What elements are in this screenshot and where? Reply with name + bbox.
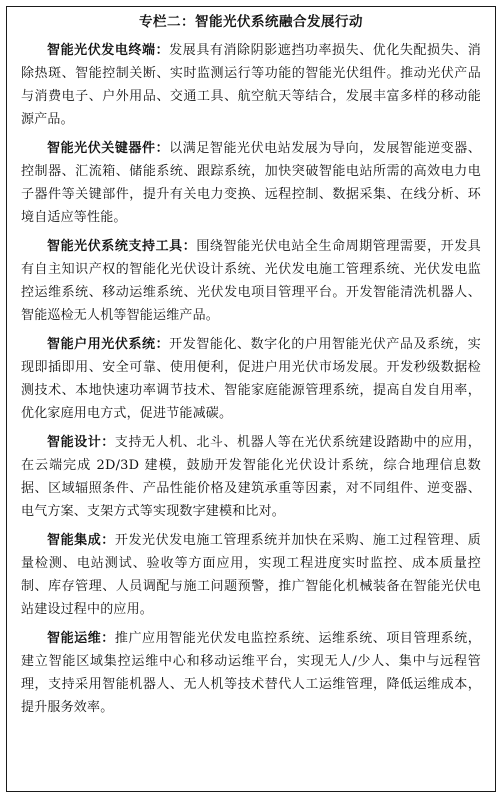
section-operations	[21, 627, 481, 719]
section-body: 以满足智能光伏电站发展为导向，发展智能逆变器、控制器、汇流箱、储能系统、跟踪系统，加快突破智能电站所需的高效电力电子器件等关键部件，提升有关电力变换、远程控制、数据采集、在线分析、环境自适应等性能。	[21, 141, 481, 225]
section-body: 推广应用智能光伏发电监控系统、运维系统、项目管理系统，建立智能区域集控运维中心和移动运维平台，实现无人/少人、集中与远程管理，支持采用智能机器人、无人机等技术替代人工运维管理，降低运维成本，提升服务效率。	[21, 631, 481, 715]
column-box	[6, 6, 496, 792]
section-support-tools	[21, 235, 481, 327]
section-body: 支持无人机、北斗、机器人等在光伏系统建设踏勘中的应用，在云端完成 2D/3D 建模，鼓励开发智能化光伏设计系统，综合地理信息数据、区域辐照条件、产品性能价格及建筑承重等因素，对不同组件、逆变器、电气方案、支架方式等实现数字建模和比对。	[21, 435, 481, 519]
section-heading: 智能光伏系统支持工具：	[47, 239, 197, 254]
section-heading: 智能光伏发电终端：	[47, 43, 170, 58]
section-body: 围绕智能光伏电站全生命周期管理需要，开发具有自主知识产权的智能化光伏设计系统、光伏发电施工管理系统、光伏发电监控运维系统、移动运维系统、光伏发电项目管理平台。开发智能清洗机器人、智能巡检无人机等智能运维产品。	[21, 239, 482, 323]
section-key-devices	[21, 137, 481, 229]
column-title: 专栏二：智能光伏系统融合发展行动	[139, 14, 363, 30]
section-heading: 智能集成：	[47, 533, 115, 548]
section-household	[21, 333, 481, 425]
section-integration	[21, 529, 481, 621]
section-body: 发展具有消除阴影遮挡功率损失、优化失配损失、消除热斑、智能控制关断、实时监测运行等功能的智能光伏组件。推动光伏产品与消费电子、户外用品、交通工具、航空航天等结合，发展丰富多样的移动能源产品。	[21, 43, 481, 127]
section-terminal	[21, 39, 481, 131]
section-body: 开发光伏发电施工管理系统并加快在采购、施工过程管理、质量检测、电站测试、验收等方面应用，实现工程进度实时监控、成本质量控制、库存管理、人员调配与施工问题预警，推广智能化机械装备在智能光伏电站建设过程中的应用。	[21, 533, 481, 617]
section-body: 开发智能化、数字化的户用智能光伏产品及系统，实现即插即用、安全可靠、使用便利，促进户用光伏市场发展。开发秒级数据检测技术、本地快速功率调节技术、智能家庭能源管理系统，提高自发自用率，优化家庭用电方式，促进节能减碳。	[21, 337, 481, 421]
section-heading: 智能设计：	[47, 435, 115, 450]
section-heading: 智能光伏关键器件：	[47, 141, 170, 156]
section-design	[21, 431, 481, 523]
section-heading: 智能户用光伏系统：	[47, 337, 170, 352]
section-heading: 智能运维：	[47, 631, 115, 646]
